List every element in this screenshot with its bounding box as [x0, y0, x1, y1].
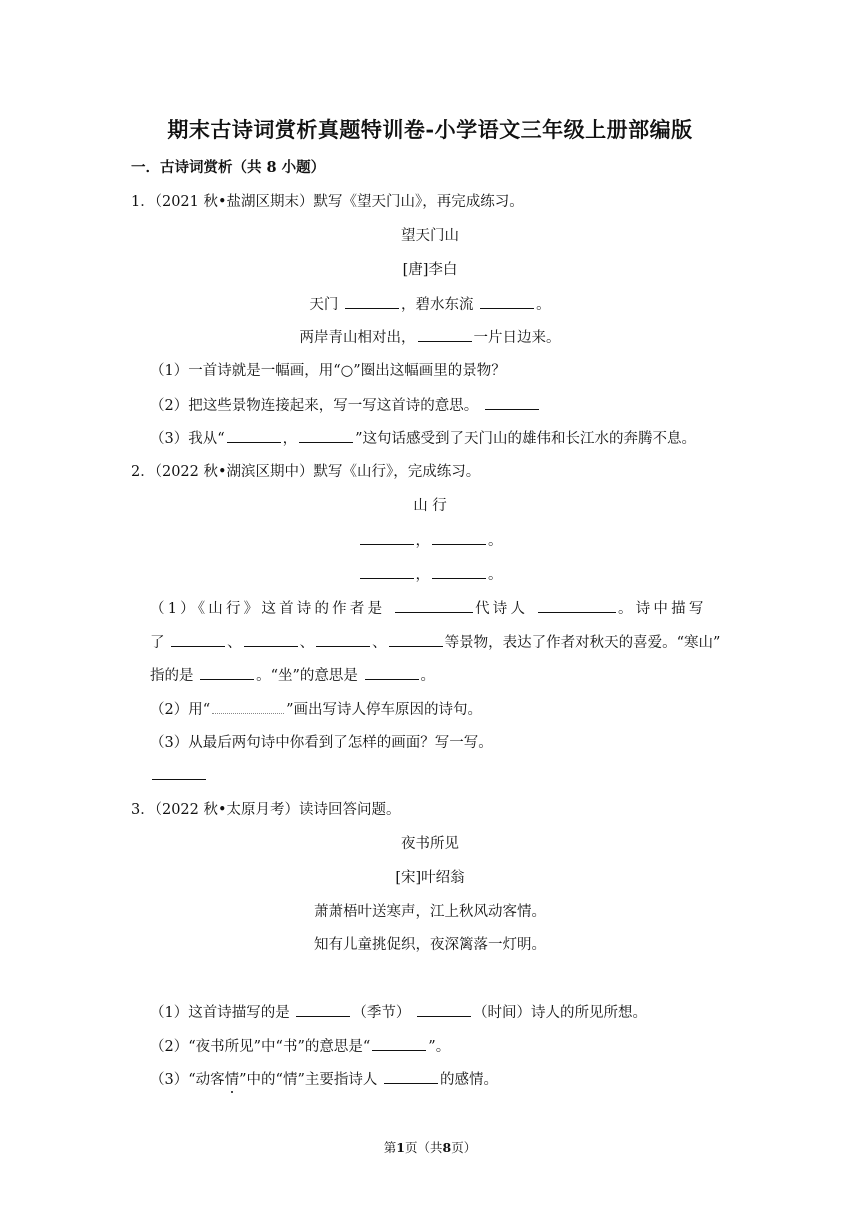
- period: 。: [488, 567, 503, 583]
- question-2-sub-1-line-2: [150, 632, 720, 653]
- question-2-sub-1-part-d: 了: [150, 635, 165, 651]
- question-2-sub-2-part-a: （2）用“: [150, 702, 211, 718]
- question-1-sub-3: [150, 428, 696, 449]
- answer-blank[interactable]: [299, 428, 353, 443]
- question-1-prompt: 1．（2021 秋•盐湖区期末）默写《望天门山》，再完成练习。: [131, 194, 524, 210]
- question-2-sub-3-answer: [150, 765, 208, 786]
- question-2-prompt: 2．（2022 秋•湖滨区期中）默写《山行》，完成练习。: [131, 464, 481, 480]
- poem-1-line-1: [0, 294, 860, 315]
- comma: ，: [415, 567, 430, 583]
- answer-blank[interactable]: [432, 530, 486, 545]
- page-footer: [0, 1138, 860, 1158]
- poem-2-title: 山 行: [413, 498, 447, 514]
- answer-blank[interactable]: [432, 564, 486, 579]
- question-2-sub-1-part-g: 。“坐”的意思是: [256, 668, 358, 684]
- poem-1-line-1-part-c: 。: [536, 297, 551, 313]
- answer-blank[interactable]: [227, 428, 281, 443]
- poem-1-line-1-part-a: 天门: [309, 297, 339, 313]
- poem-1-line-2-part-a: 两岸青山相对出，: [299, 330, 416, 346]
- question-2-sub-1-part-h: 。: [420, 668, 436, 684]
- emphasis-dot-char: 情: [224, 1072, 240, 1088]
- question-2-sub-1-part-e: 等景物，表达了作者对秋天的喜爱。“寒山”: [444, 635, 721, 651]
- answer-blank[interactable]: [171, 632, 225, 647]
- question-3-sub-3: [150, 1069, 498, 1090]
- question-2-sub-2: [150, 699, 482, 720]
- answer-blank[interactable]: [418, 327, 472, 342]
- poem-1-author: [唐]李白: [402, 262, 458, 278]
- wavy-line-sample: [212, 699, 284, 714]
- total-pages: 8: [442, 1140, 452, 1155]
- document-title: 期末古诗词赏析真题特训卷-小学语文三年级上册部编版: [167, 117, 693, 142]
- question-1-sub-1: （1）一首诗就是一幅画，用“○”圈出这幅画里的景物？: [150, 363, 506, 379]
- period: 。: [488, 533, 503, 549]
- answer-blank[interactable]: [296, 1002, 350, 1017]
- question-2-sub-2-part-b: ”画出写诗人停车原因的诗句。: [286, 702, 483, 718]
- answer-blank[interactable]: [372, 1036, 426, 1051]
- poem-1-line-2-part-b: 一片日边来。: [473, 330, 561, 346]
- footer-suffix: 页）: [451, 1140, 477, 1155]
- poem-2-line-2: [0, 564, 860, 585]
- poem-2-line-1: [0, 530, 860, 551]
- question-2-sub-1-part-c: 。诗中描写: [618, 601, 707, 617]
- question-1-sub-3-part-c: ”这句话感受到了天门山的雄伟和长江水的奔腾不息。: [355, 431, 697, 447]
- answer-blank[interactable]: [365, 665, 419, 680]
- answer-blank[interactable]: [389, 632, 443, 647]
- answer-blank[interactable]: [316, 632, 370, 647]
- poem-3-title: 夜书所见: [401, 836, 459, 852]
- question-3-sub-3-part-a: （3）“动客: [150, 1072, 225, 1088]
- answer-blank[interactable]: [480, 294, 534, 309]
- answer-blank[interactable]: [384, 1069, 438, 1084]
- answer-blank[interactable]: [360, 564, 414, 579]
- question-3-sub-1-part-c: （时间）诗人的所见所想。: [472, 1005, 647, 1021]
- answer-blank[interactable]: [360, 530, 414, 545]
- comma: ，: [415, 533, 430, 549]
- separator: 、: [372, 635, 387, 651]
- separator: 、: [299, 635, 315, 651]
- question-3-sub-3-part-b: ”中的“情”主要指诗人: [239, 1072, 378, 1088]
- question-3-sub-2-part-b: ”。: [428, 1039, 451, 1055]
- question-2-sub-1-part-b: 代诗人: [475, 601, 529, 617]
- question-1-sub-3-part-a: （3）我从“: [150, 431, 225, 447]
- question-3-sub-1: [150, 1002, 647, 1023]
- question-1-sub-3-part-b: ，: [282, 431, 298, 447]
- question-2-sub-3: （3）从最后两句诗中你看到了怎样的画面？写一写。: [150, 735, 493, 751]
- answer-blank[interactable]: [244, 632, 298, 647]
- separator: 、: [227, 635, 242, 651]
- poem-3-author: [宋]叶绍翁: [395, 870, 465, 886]
- current-page-number: 1: [396, 1140, 405, 1155]
- footer-prefix: 第: [383, 1140, 397, 1155]
- question-3-sub-1-part-b: （季节）: [352, 1005, 411, 1021]
- answer-blank[interactable]: [417, 1002, 471, 1017]
- question-3-sub-1-part-a: （1）这首诗描写的是: [150, 1005, 290, 1021]
- footer-middle: 页（共: [404, 1140, 443, 1155]
- poem-3-line-1: 萧萧梧叶送寒声，江上秋风动客情。: [314, 904, 546, 920]
- question-2-sub-1-part-f: 指的是: [150, 668, 194, 684]
- question-2-sub-1-line-1: [150, 598, 707, 619]
- question-1-sub-2: [150, 395, 541, 416]
- question-3-prompt: 3．（2022 秋•太原月考）读诗回答问题。: [131, 802, 401, 818]
- question-2-sub-1-part-a: （1）《山行》这首诗的作者是: [150, 601, 386, 617]
- answer-blank[interactable]: [395, 598, 473, 613]
- poem-3-line-2: 知有儿童挑促织，夜深篱落一灯明。: [314, 937, 546, 953]
- answer-blank[interactable]: [152, 765, 206, 780]
- question-2-sub-1-line-3: [150, 665, 435, 686]
- answer-blank[interactable]: [485, 395, 539, 410]
- question-3-sub-2: [150, 1036, 450, 1057]
- poem-1-line-2: [0, 327, 860, 348]
- question-3-sub-2-part-a: （2）“夜书所见”中“书”的意思是“: [150, 1039, 371, 1055]
- poem-1-title: 望天门山: [401, 228, 459, 244]
- question-3-sub-3-part-c: 的感情。: [440, 1072, 498, 1088]
- section-heading: 一．古诗词赏析（共 8 小题）: [131, 159, 326, 176]
- answer-blank[interactable]: [345, 294, 399, 309]
- question-1-sub-2-text: （2）把这些景物连接起来，写一写这首诗的意思。: [150, 398, 479, 414]
- answer-blank[interactable]: [200, 665, 254, 680]
- answer-blank[interactable]: [538, 598, 616, 613]
- poem-1-line-1-part-b: ，碧水东流: [401, 297, 474, 313]
